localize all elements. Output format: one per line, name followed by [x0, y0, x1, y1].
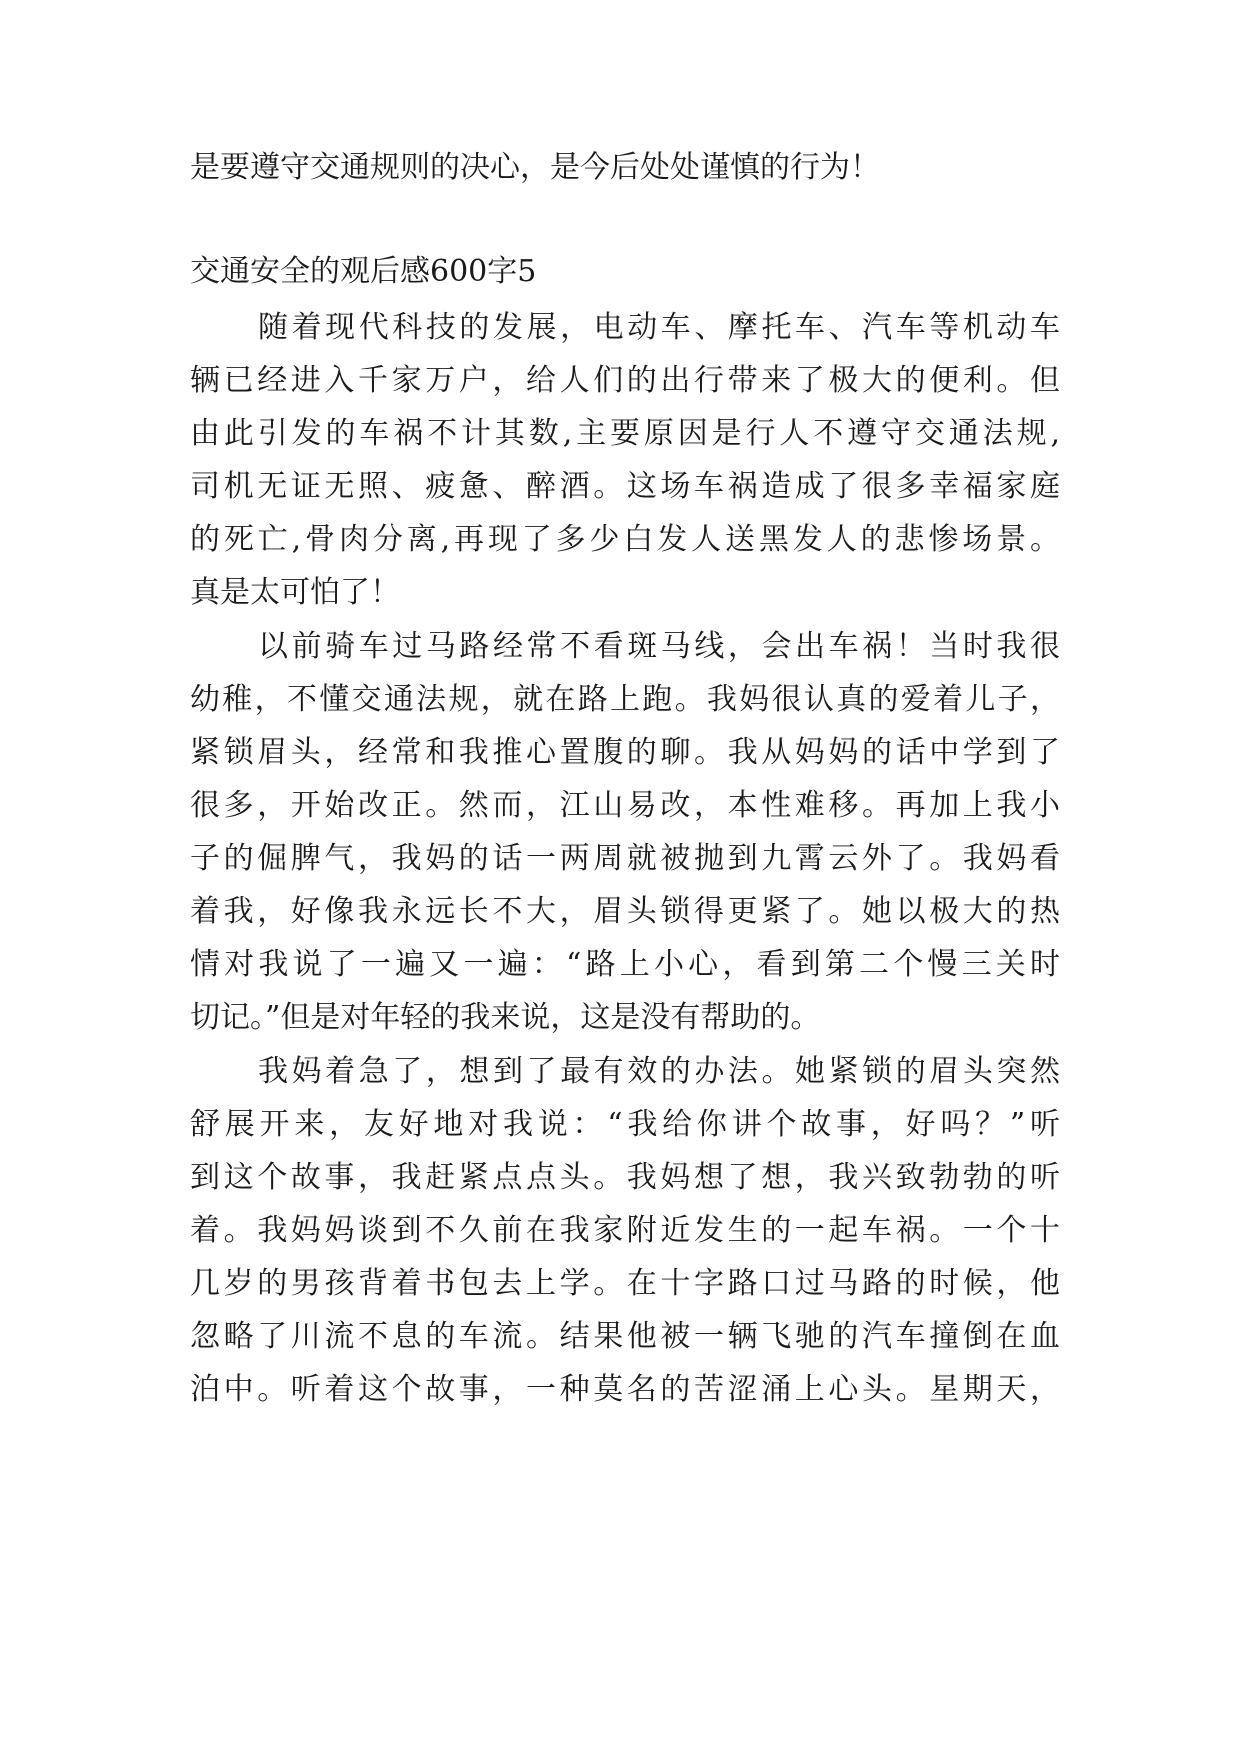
paragraph-1-line-4: 司机无证无照、疲惫、醉酒。这场车祸造成了很多幸福家庭: [190, 469, 1060, 504]
paragraph-2-line-1: 以前骑车过马路经常不看斑马线，会出车祸！当时我很: [258, 629, 1060, 664]
section-heading: 交通安全的观后感600字5: [190, 254, 537, 289]
paragraph-3-line-1: 我妈着急了，想到了最有效的办法。她紧锁的眉头突然: [258, 1054, 1060, 1089]
paragraph-2-line-4: 很多，开始改正。然而，江山易改，本性难移。再加上我小: [190, 788, 1060, 823]
paragraph-2-line-8: 切记。”但是对年轻的我来说，这是没有帮助的。: [190, 1000, 821, 1035]
paragraph-1-line-3: 由此引发的车祸不计其数,主要原因是行人不遵守交通法规,: [190, 416, 1060, 451]
paragraph-3-line-2: 舒展开来，友好地对我说：“我给你讲个故事，好吗？”听: [190, 1107, 1060, 1142]
paragraph-3-line-7: 泊中。听着这个故事，一种莫名的苦涩涌上心头。星期天，: [190, 1372, 1060, 1407]
paragraph-2-line-6: 着我，好像我永远长不大，眉头锁得更紧了。她以极大的热: [190, 894, 1060, 929]
paragraph-2-line-5: 子的倔脾气，我妈的话一两周就被抛到九霄云外了。我妈看: [190, 841, 1060, 876]
paragraph-3-line-4: 着。我妈妈谈到不久前在我家附近发生的一起车祸。一个十: [190, 1213, 1060, 1248]
paragraph-2-line-7: 情对我说了一遍又一遍：“路上小心，看到第二个慢三关时: [190, 947, 1060, 982]
paragraph-1-line-1: 随着现代科技的发展，电动车、摩托车、汽车等机动车: [258, 310, 1060, 345]
intro-line: 是要遵守交通规则的决心，是今后处处谨慎的行为！: [190, 150, 880, 185]
paragraph-1-line-6: 真是太可怕了！: [190, 575, 400, 610]
paragraph-1-line-2: 辆已经进入千家万户，给人们的出行带来了极大的便利。但: [190, 363, 1060, 398]
paragraph-2-line-2: 幼稚，不懂交通法规，就在路上跑。我妈很认真的爱着儿子，: [190, 682, 1060, 717]
paragraph-1-line-5: 的死亡,骨肉分离,再现了多少白发人送黑发人的悲惨场景。: [190, 522, 1060, 557]
paragraph-3-line-6: 忽略了川流不息的车流。结果他被一辆飞驰的汽车撞倒在血: [190, 1319, 1060, 1354]
paragraph-3-line-3: 到这个故事，我赶紧点点头。我妈想了想，我兴致勃勃的听: [190, 1160, 1060, 1195]
paragraph-2-line-3: 紧锁眉头，经常和我推心置腹的聊。我从妈妈的话中学到了: [190, 735, 1060, 770]
paragraph-3-line-5: 几岁的男孩背着书包去上学。在十字路口过马路的时候，他: [190, 1266, 1060, 1301]
